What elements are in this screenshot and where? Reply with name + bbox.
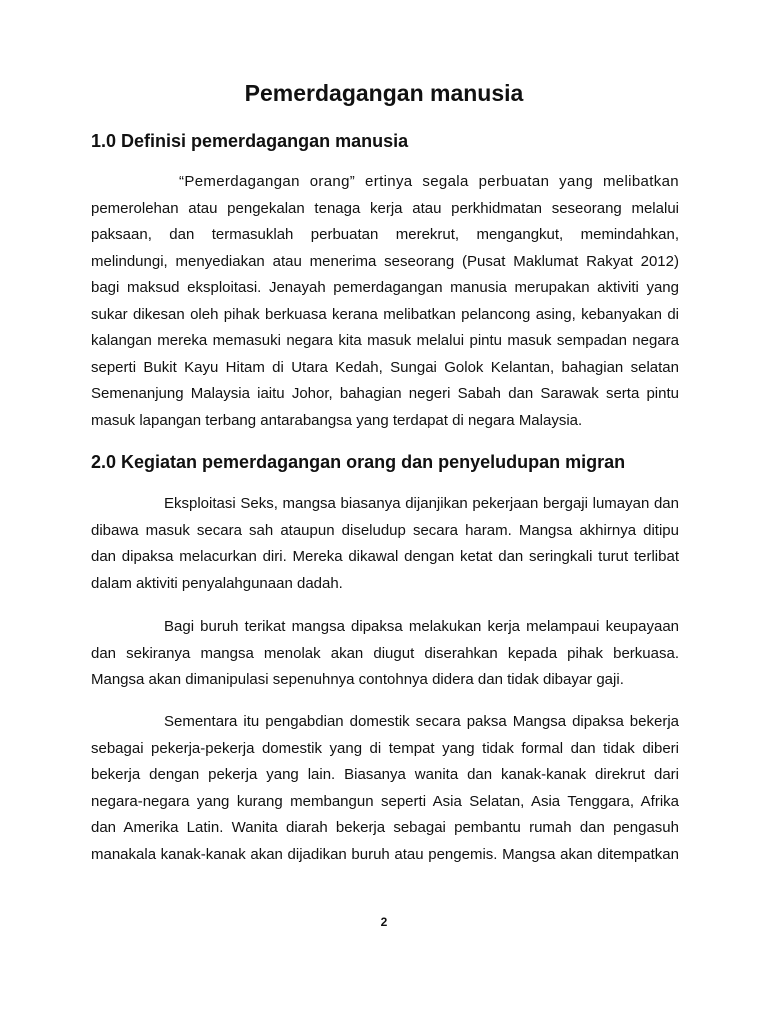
text-line: dalam aktiviti penyalahgunaan dadah. <box>91 574 343 592</box>
text-line: melindungi, menyediakan atau menerima seseorang (Pusat Maklumat Rakyat 2012) <box>91 252 679 270</box>
text-line: Bagi buruh terikat mangsa dipaksa melakukan kerja melampaui keupayaan <box>164 618 679 635</box>
text-line: paksaan, dan termasuklah perbuatan merekrut, mengangkut, memindahkan, <box>91 226 679 243</box>
text-line: Mangsa akan dimanipulasi sepenuhnya contohnya didera dan tidak dibayar gaji. <box>91 671 624 688</box>
text-line: “Pemerdagangan orang” ertinya segala perbuatan yang melibatkan <box>179 173 679 190</box>
text-line: seperti Bukit Kayu Hitam di Utara Kedah, Sungai Golok Kelantan, bahagian selatan <box>91 358 679 376</box>
text-line: Semenanjung Malaysia iaitu Johor, bahagian negeri Sabah dan Sarawak serta pintu <box>91 385 679 402</box>
text-line: sukar dikesan oleh pihak berkuasa kerana melibatkan pelancong asing, kebanyakan di <box>91 305 679 323</box>
text-line: dan Amerika Latin. Wanita diarah bekerja sebagai pembantu rumah dan pengasuh <box>91 819 679 836</box>
section-1-heading: 1.0 Definisi pemerdagangan manusia <box>91 131 409 151</box>
text-line: dan sekiranya mangsa menolak akan diugut diserahkan kepada pihak berkuasa. <box>91 644 679 662</box>
text-line: sebagai pekerja-pekerja domestik yang di tempat yang tidak formal dan tidak diberi <box>91 739 679 757</box>
page-number: 2 <box>380 915 388 929</box>
section-2-paragraph-2 <box>91 614 679 694</box>
text-line: negara-negara yang kurang membangun seperti Asia Selatan, Asia Tenggara, Afrika <box>91 792 679 810</box>
section-2-paragraph-1 <box>91 491 679 597</box>
section-2-heading: 2.0 Kegiatan pemerdagangan orang dan penyeludupan migran <box>91 452 626 472</box>
text-line: dan dipaksa melacurkan diri. Mereka dikawal dengan ketat dan seringkali turut terlibat <box>91 548 679 565</box>
text-line: bekerja dengan pekerja yang lain. Biasanya wanita dan kanak-kanak direkrut dari <box>91 766 679 783</box>
text-line: bagi maksud eksploitasi. Jenayah pemerdagangan manusia merupakan aktiviti yang <box>91 279 679 296</box>
text-line: kalangan mereka memasuki negara kita masuk melalui pintu masuk sempadan negara <box>91 332 679 349</box>
document-title: Pemerdagangan manusia <box>244 80 524 106</box>
text-line: Sementara itu pengabdian domestik secara paksa Mangsa dipaksa bekerja <box>164 713 679 730</box>
text-line: manakala kanak-kanak akan dijadikan buruh atau pengemis. Mangsa akan ditempatkan <box>91 845 679 863</box>
text-line: Eksploitasi Seks, mangsa biasanya dijanjikan pekerjaan bergaji lumayan dan <box>164 495 679 512</box>
section-1-paragraph-1 <box>91 169 679 434</box>
text-line: pemerolehan atau pengekalan tenaga kerja atau perkhidmatan seseorang melalui <box>91 199 679 217</box>
section-2-paragraph-3 <box>91 709 679 868</box>
text-line: masuk lapangan terbang antarabangsa yang terdapat di negara Malaysia. <box>91 411 583 429</box>
text-line: dibawa masuk secara sah ataupun diseludup secara haram. Mangsa akhirnya ditipu <box>91 521 679 539</box>
